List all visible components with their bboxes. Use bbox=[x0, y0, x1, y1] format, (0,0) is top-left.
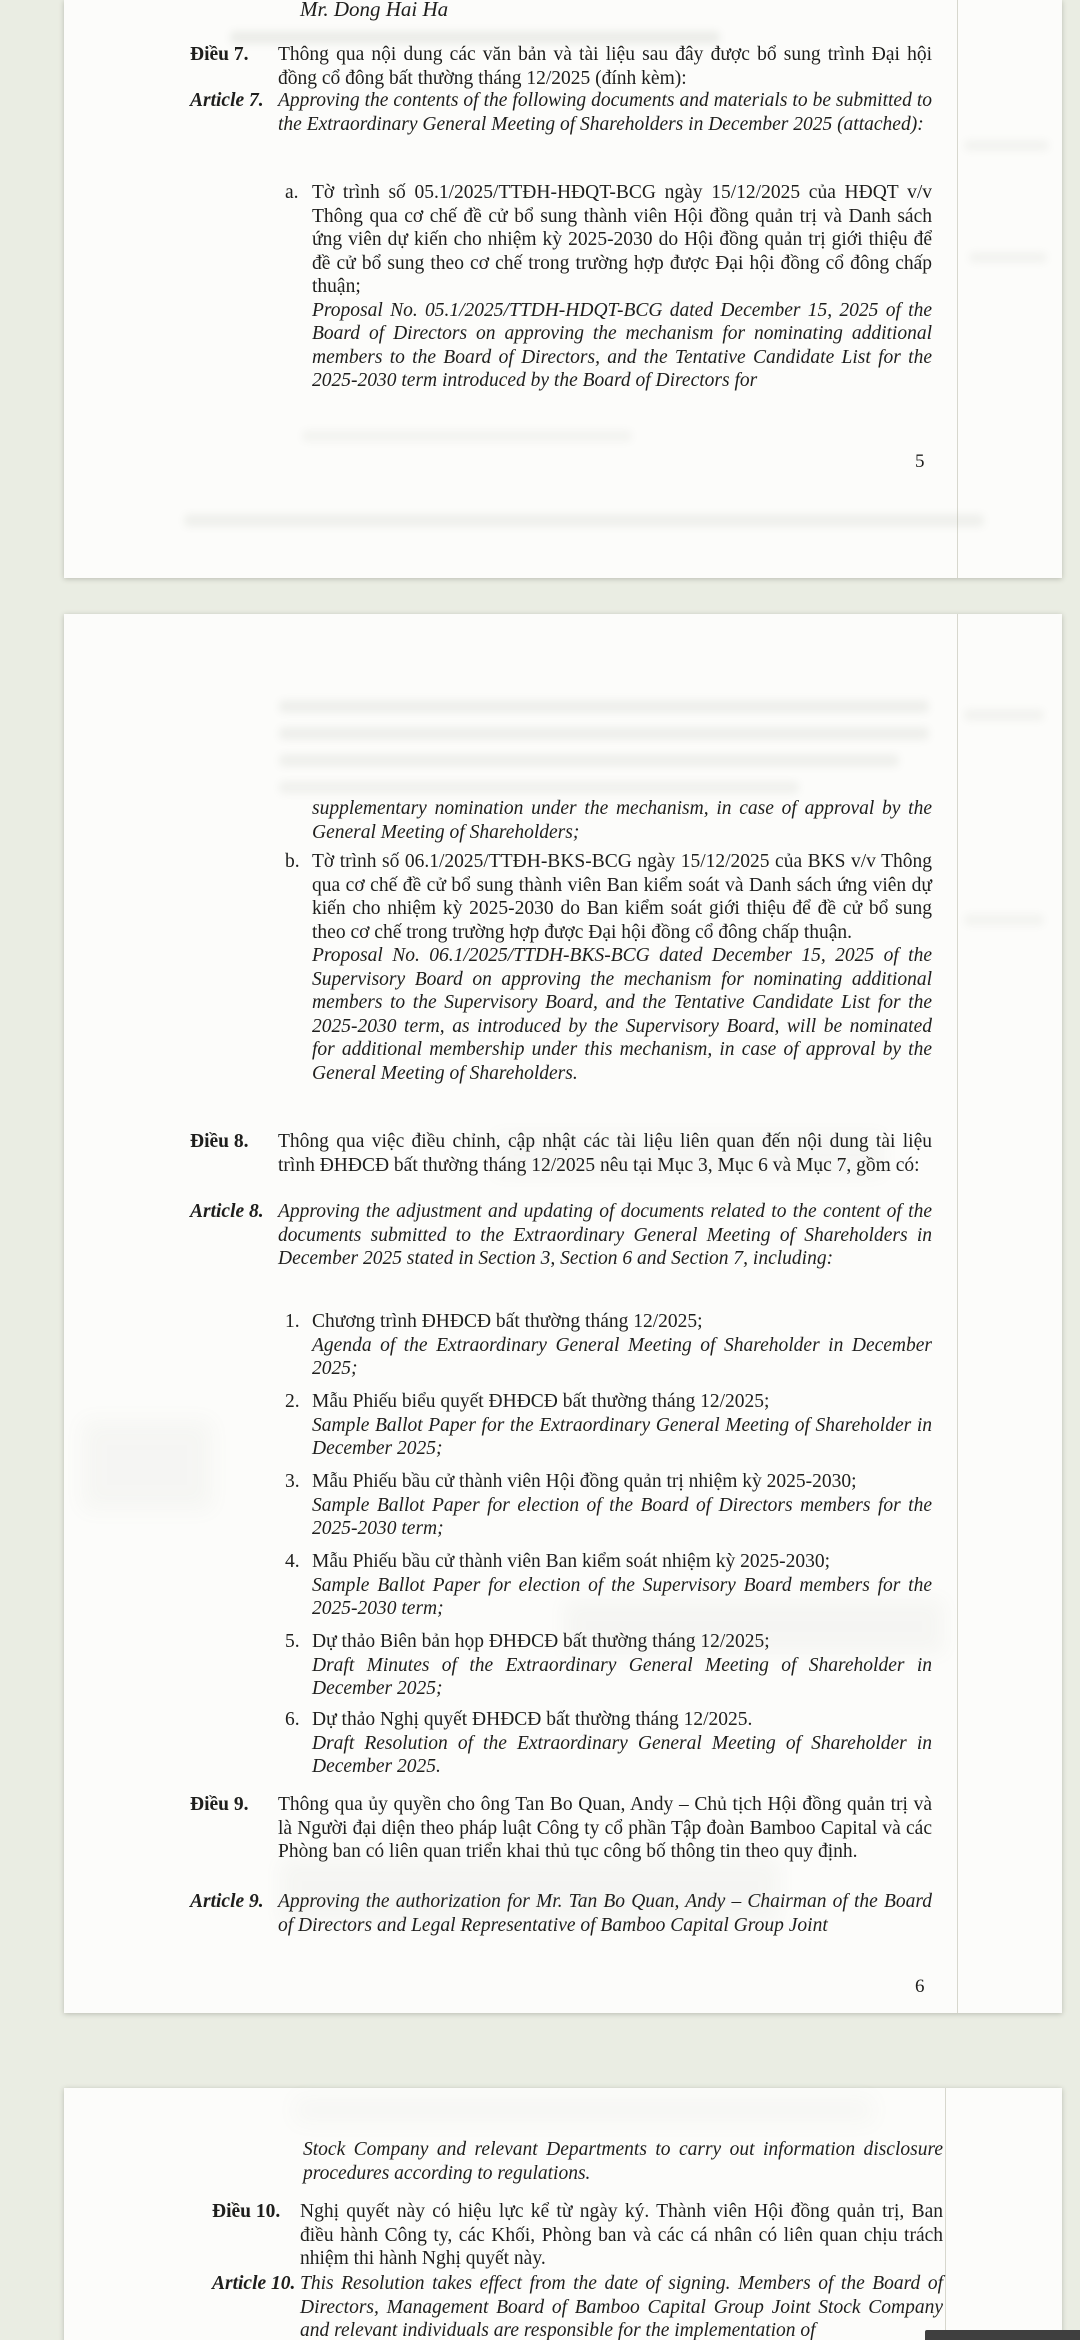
list-item-number: 4. bbox=[285, 1551, 300, 1572]
bleed-through-smudge bbox=[82, 1420, 212, 1510]
list-item-text-vi: Mẫu Phiếu bầu cử thành viên Hội đồng quản trị nhiệm kỳ 2025-2030; bbox=[312, 1471, 857, 1492]
article-7-english bbox=[190, 89, 932, 136]
document-page-6 bbox=[64, 614, 1062, 2013]
bleed-through-smudge bbox=[184, 514, 984, 527]
article-10-english bbox=[212, 2272, 943, 2340]
article-7-label-vi: Điều 7. bbox=[190, 44, 249, 65]
article-8-text-en: Approving the adjustment and updating of documents related to the content of the documents submitted to the Extraordinary General Meeting of Shareholders in December 2025 stated in Section 3, Section 6 and Section 7, including: bbox=[278, 1201, 932, 1269]
list-item-text-en: Sample Ballot Paper for the Extraordinary General Meeting of Shareholder in December 2025; bbox=[312, 1414, 932, 1459]
item-b-text-en: Proposal No. 06.1/2025/TTDH-BKS-BCG dated December 15, 2025 of the Supervisory Board on approving the mechanism for nominating additional members to the Supervisory Board, and the Tentative Candidate List for the 2025-2030 term, as introduced by the Supervisory Board, will be nominated for additional membership under this mechanism, in case of approval by the General Meeting of Shareholders. bbox=[312, 945, 932, 1084]
bleed-through-smudge bbox=[279, 781, 799, 794]
article-10-vietnamese bbox=[212, 2200, 943, 2271]
bleed-through-smudge bbox=[969, 252, 1047, 263]
item-a-text-vi: Tờ trình số 05.1/2025/TTĐH-HĐQT-BCG ngày 15/12/2025 của HĐQT v/v Thông qua cơ chế đề cử bổ sung thành viên Hội đồng quản trị và Danh sách ứng viên dự kiến cho nhiệm kỳ 2025-2030 do Hội đồng quản trị giới thiệu để đề cử bổ sung theo cơ chế trong trường hợp được Đại hội đồng cổ đông chấp thuận; bbox=[312, 182, 932, 297]
article-9-text-vi: Thông qua ủy quyền cho ông Tan Bo Quan, Andy – Chủ tịch Hội đồng quản trị và là Người đại diện theo pháp luật Công ty cổ phần Tập đoàn Bamboo Capital và các Phòng ban có liên quan triển khai thủ tục công bố thông tin theo quy định. bbox=[278, 1794, 932, 1862]
carried-over-english-text bbox=[312, 797, 932, 844]
carryover-text: supplementary nomination under the mechanism, in case of approval by the General Meeting of Shareholders; bbox=[312, 798, 932, 843]
article-10-label-vi: Điều 10. bbox=[212, 2201, 281, 2222]
list-item-number: 6. bbox=[285, 1709, 300, 1730]
bleed-through-smudge bbox=[964, 914, 1044, 926]
article-9-label-en: Article 9. bbox=[190, 1891, 264, 1912]
article-10-text-en: This Resolution takes effect from the date of signing. Members of the Board of Directors, Management Board of Bamboo Capital Group Joint Stock Company and relevant individuals are responsible for the implementation of bbox=[300, 2273, 943, 2340]
article-9-english bbox=[190, 1890, 932, 1937]
bleed-through-smudge bbox=[279, 727, 929, 740]
list-item-text-en: Draft Resolution of the Extraordinary General Meeting of Shareholder in December 2025. bbox=[312, 1732, 932, 1777]
list-item-number: 5. bbox=[285, 1631, 300, 1652]
bleed-through-smudge bbox=[302, 430, 632, 442]
bleed-through-smudge bbox=[964, 140, 1049, 151]
article-8-vietnamese bbox=[190, 1130, 932, 1177]
bleed-through-smudge bbox=[279, 700, 929, 713]
scan-artifact-line bbox=[957, 614, 958, 2013]
document-page-7 bbox=[64, 2088, 1062, 2340]
list-item-number: 3. bbox=[285, 1471, 300, 1492]
scan-artifact-line bbox=[945, 2088, 946, 2340]
item-b-text-vi: Tờ trình số 06.1/2025/TTĐH-BKS-BCG ngày 15/12/2025 của BKS v/v Thông qua cơ chế đề cử bổ sung thành viên Ban kiểm soát và Danh sách ứng viên dự kiến cho nhiệm kỳ 2025-2030 do Ban kiểm soát giới thiệu để đề cử bổ sung theo cơ chế trong trường hợp được Đại hội đồng cổ đông chấp thuận. bbox=[312, 851, 932, 943]
salutation-line: Mr. Dong Hai Ha bbox=[300, 0, 449, 21]
bleed-through-smudge bbox=[279, 754, 899, 767]
list-item-b bbox=[285, 850, 932, 1085]
list-item bbox=[285, 1390, 932, 1461]
article-8-label-en: Article 8. bbox=[190, 1201, 264, 1222]
article-8-text-vi: Thông qua việc điều chỉnh, cập nhật các tài liệu liên quan đến nội dung tài liệu trình ĐHĐCĐ bất thường tháng 12/2025 nêu tại Mục 3, Mục 6 và Mục 7, gồm có: bbox=[278, 1131, 932, 1176]
item-a-text-en: Proposal No. 05.1/2025/TTDH-HDQT-BCG dated December 15, 2025 of the Board of Directors on approving the mechanism for nominating additional members to the Board of Directors, and the Tentative Candidate List for the 2025-2030 term introduced by the Board of Directors for bbox=[312, 299, 932, 391]
list-item-number: 2. bbox=[285, 1391, 300, 1412]
scan-artifact-line bbox=[957, 0, 958, 578]
article-8-english bbox=[190, 1200, 932, 1271]
list-item bbox=[285, 1630, 932, 1701]
list-item bbox=[285, 1550, 932, 1621]
page-number-5: 5 bbox=[915, 451, 925, 472]
carryover-text: Stock Company and relevant Departments to carry out information disclosure procedures according to regulations. bbox=[303, 2139, 943, 2184]
list-item-text-en: Sample Ballot Paper for election of the Supervisory Board members for the 2025-2030 term; bbox=[312, 1574, 932, 1619]
list-item bbox=[285, 1310, 932, 1381]
item-b-marker: b. bbox=[285, 851, 300, 872]
page-number-6: 6 bbox=[915, 1976, 925, 1997]
list-item-text-vi: Mẫu Phiếu biểu quyết ĐHĐCĐ bất thường tháng 12/2025; bbox=[312, 1391, 770, 1412]
carried-over-english-text bbox=[303, 2138, 943, 2185]
article-9-text-en: Approving the authorization for Mr. Tan Bo Quan, Andy – Chairman of the Board of Directors and Legal Representative of Bamboo Capital Group Joint bbox=[278, 1891, 932, 1936]
article-9-label-vi: Điều 9. bbox=[190, 1794, 249, 1815]
list-item-text-vi: Chương trình ĐHĐCĐ bất thường tháng 12/2025; bbox=[312, 1311, 703, 1332]
article-10-text-vi: Nghị quyết này có hiệu lực kể từ ngày ký. Thành viên Hội đồng quản trị, Ban điều hành Công ty, các Khối, Phòng ban và các cá nhân có liên quan chịu trách nhiệm thi hành Nghị quyết này. bbox=[300, 2201, 943, 2269]
article-10-label-en: Article 10. bbox=[212, 2273, 296, 2294]
article-7-text-en: Approving the contents of the following documents and materials to be submitted to the Extraordinary General Meeting of Shareholders in December 2025 (attached): bbox=[278, 90, 932, 135]
bottom-right-overlay-bar bbox=[925, 2330, 1080, 2340]
article-7-vietnamese bbox=[190, 43, 932, 90]
list-item bbox=[285, 1470, 932, 1541]
list-item-text-en: Draft Minutes of the Extraordinary General Meeting of Shareholder in December 2025; bbox=[312, 1654, 932, 1699]
list-item-text-en: Sample Ballot Paper for election of the Board of Directors members for the 2025-2030 term; bbox=[312, 1494, 932, 1539]
article-7-label-en: Article 7. bbox=[190, 90, 264, 111]
bleed-through-smudge bbox=[294, 2096, 874, 2124]
list-item-number: 1. bbox=[285, 1311, 300, 1332]
list-item bbox=[285, 1708, 932, 1779]
list-item-text-vi: Mẫu Phiếu bầu cử thành viên Ban kiểm soát nhiệm kỳ 2025-2030; bbox=[312, 1551, 831, 1572]
article-7-text-vi: Thông qua nội dung các văn bản và tài liệu sau đây được bổ sung trình Đại hội đồng cổ đông bất thường tháng 12/2025 (đính kèm): bbox=[278, 44, 932, 89]
list-item-text-vi: Dự thảo Biên bản họp ĐHĐCĐ bất thường tháng 12/2025; bbox=[312, 1631, 770, 1652]
article-8-label-vi: Điều 8. bbox=[190, 1131, 249, 1152]
list-item-a bbox=[285, 181, 932, 393]
item-a-marker: a. bbox=[285, 182, 299, 203]
list-item-text-en: Agenda of the Extraordinary General Meeting of Shareholder in December 2025; bbox=[312, 1334, 932, 1379]
list-item-text-vi: Dự thảo Nghị quyết ĐHĐCĐ bất thường tháng 12/2025. bbox=[312, 1709, 753, 1730]
bleed-through-smudge bbox=[964, 709, 1044, 721]
article-9-vietnamese bbox=[190, 1793, 932, 1864]
document-page-5 bbox=[64, 0, 1062, 578]
